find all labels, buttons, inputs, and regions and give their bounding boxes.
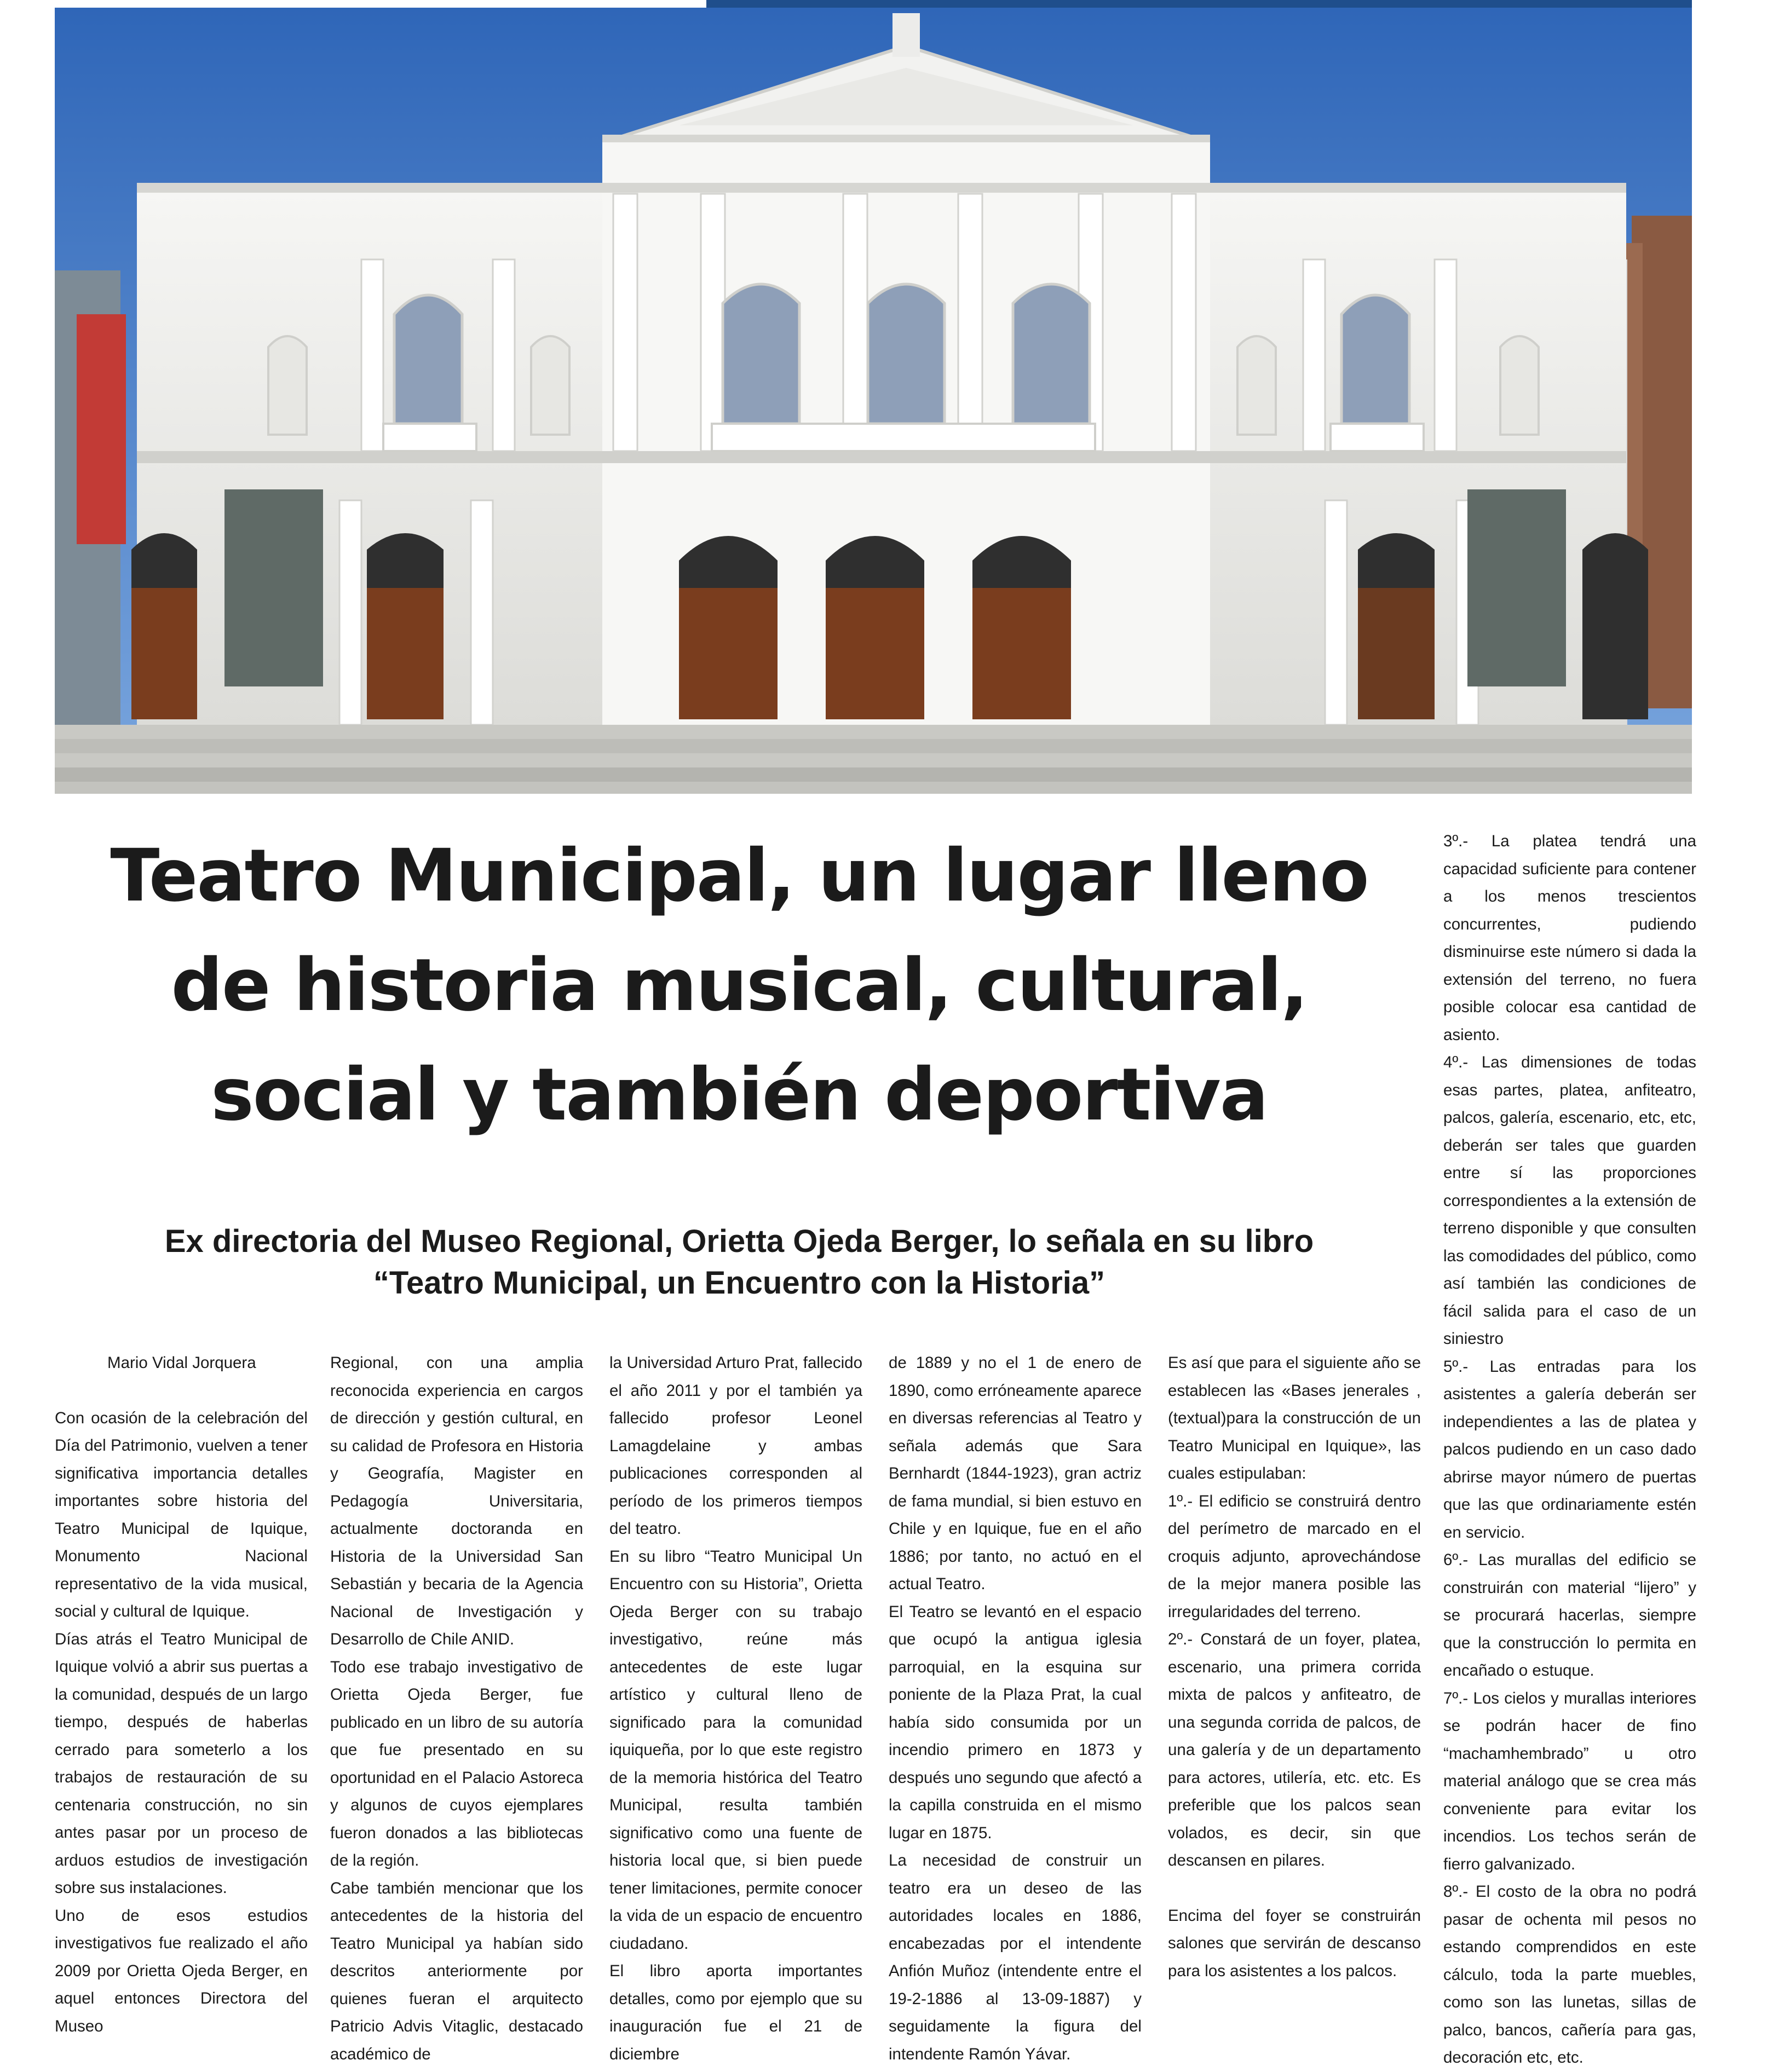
- paragraph: Regional, con una amplia reconocida experiencia en cargos de dirección y gestión cultural, en su calidad de Profesora en Historia y Geografía, Magister en Pedagogía Universitaria, actualmente doctoranda en Historia de la Universidad San Sebastián y becaria de la Agencia Nacional de Investigación y Desarrollo de Chile ANID.: [330, 1354, 583, 1648]
- paragraph: Con ocasión de la celebración del Día del Patrimonio, vuelven a tener significativa importancia detalles importantes sobre historia del Teatro Municipal de Iquique, Monumento Nacional representativo de la vida musical, social y cultural de Iquique.: [55, 1409, 308, 1620]
- paragraph: Uno de esos estudios investigativos fue realizado el año 2009 por Orietta Ojeda Berger, en aquel entonces Directora del Museo: [55, 1906, 308, 2035]
- paragraph: 8º.- El costo de la obra no podrá pasar de ochenta mil pesos no estando comprendidos en este cálculo, toda la parte muebles, como son las lunetas, sillas de palco, bancos, cañería para gas, decoración etc, etc.: [1443, 1883, 1696, 2067]
- top-accent-bar: [706, 0, 1692, 8]
- article-column-4: [889, 1349, 1142, 2068]
- paragraph: 4º.- Las dimensiones de todas esas partes, platea, anfiteatro, palcos, galería, escenario, etc, etc, deberán ser tales que guarden entre sí las proporciones correspondientes a la extensión de terreno disponible y que consulten las comodidades del público, como así también las condiciones de fácil salida para el caso de un siniestro: [1443, 1053, 1696, 1348]
- paragraph: Días atrás el Teatro Municipal de Iquique volvió a abrir sus puertas a la comunidad, después de un largo tiempo, después de haberlas cerrado para someterlo a los trabajos de restauración de su centenaria construcción, no sin antes pasar por un proceso de arduos estudios de investigación sobre sus instalaciones.: [55, 1630, 308, 1897]
- headline: [55, 821, 1424, 1150]
- headline-line: Teatro Municipal, un lugar lleno: [110, 834, 1368, 918]
- byline: Mario Vidal Jorquera: [107, 1354, 256, 1372]
- article-column-5: [1168, 1349, 1421, 1985]
- column-spacer: [1168, 1875, 1421, 1902]
- paragraph: 7º.- Los cielos y murallas interiores se podrán hacer de fino “machamhembrado” u otro material análogo que se crea más conveniente para evitar los incendios. Los techos serán de fierro galvanizado.: [1443, 1689, 1696, 1873]
- paragraph: El libro aporta importantes detalles, como por ejemplo que su inauguración fue el 21 de diciembre: [609, 1962, 862, 2063]
- headline-line: de historia musical, cultural,: [171, 943, 1308, 1028]
- paragraph: de 1889 y no el 1 de enero de 1890, como erróneamente aparece en diversas referencias al Teatro y señala además que Sara Bernhardt (1844-1923), gran actriz de fama mundial, si bien estuvo en Chile y en Iquique, fue en el año 1886; por tanto, no actuó en el actual Teatro.: [889, 1354, 1142, 1593]
- paragraph: 5º.- Las entradas para los asistentes a galería deberán ser independientes a las de platea y palcos pudiendo en un caso dado abrirse mayor número de puertas que las que ordinariamente estén en servicio.: [1443, 1357, 1696, 1542]
- paragraph: Es así que para el siguiente año se establecen las «Bases jenerales ,(textual)para la construcción de un Teatro Municipal en Iquique», las cuales estipulaban:: [1168, 1354, 1421, 1482]
- paragraph: 3º.- La platea tendrá una capacidad suficiente para contener a los menos trescientos concurrentes, pudiendo disminuirse este número si dada la extensión del terreno, no fuera posible colocar esa cantidad de asiento.: [1443, 832, 1696, 1044]
- subheadline-line: Ex directoria del Museo Regional, Orietta Ojeda Berger, lo señala en su libro: [164, 1223, 1314, 1259]
- theatre-photo: [55, 8, 1692, 794]
- paragraph: 6º.- Las murallas del edificio se construirán con material “lijero” y se procurará hacerlas, siempre que la construcción lo permita en encañado o estuque.: [1443, 1551, 1696, 1679]
- paragraph: la Universidad Arturo Prat, fallecido el año 2011 y por el también ya fallecido profesor Leonel Lamagdelaine y ambas publicaciones corresponden al período de los primeros tiempos del teatro.: [609, 1354, 862, 1538]
- article-column-2: [330, 1349, 583, 2068]
- article-column-3: [609, 1349, 862, 2068]
- paragraph: Encima del foyer se construirán salones que servirán de descanso para los asistentes a los palcos.: [1168, 1906, 1421, 1980]
- paragraph: Cabe también mencionar que los antecedentes de la historia del Teatro Municipal ya habían sido descritos anteriormente por quienes fueran el arquitecto Patricio Advis Vitaglic, destacado académico de: [330, 1879, 583, 2063]
- paragraph: En su libro “Teatro Municipal Un Encuentro con su Historia”, Orietta Ojeda Berger con su trabajo investigativo, reúne más antecedentes de este lugar artístico y cultural lleno de significado para la comunidad iquiqueña, por lo que este registro de la memoria histórica del Teatro Municipal, resulta también significativo como una fuente de historia local que, si bien puede tener limitaciones, permite conocer la vida de un espacio de encuentro ciudadano.: [609, 1547, 862, 1953]
- subheadline-line: “Teatro Municipal, un Encuentro con la Historia”: [373, 1265, 1105, 1301]
- headline-line: social y también deportiva: [211, 1053, 1268, 1137]
- paragraph: Todo ese trabajo investigativo de Orietta Ojeda Berger, fue publicado en un libro de su autoría que fue presentado en su oportunidad en el Palacio Astoreca y algunos de cuyos ejemplares fueron donados a las bibliotecas de la región.: [330, 1658, 583, 1869]
- paragraph: 2º.- Constará de un foyer, platea, escenario, una primera corrida mixta de palcos y anfiteatro, de una segunda corrida de palcos, de una galería y de un departamento para actores, utilería, etc. etc. Es preferible que los palcos sean volados, es decir, sin que descansen en pilares.: [1168, 1630, 1421, 1869]
- article-column-6: [1443, 828, 1696, 2072]
- paragraph: La necesidad de construir un teatro era un deseo de las autoridades locales en 1886, encabezadas por el intendente Anfión Muñoz (intendente entre el 19-2-1886 al 13-09-1887) y seguidamente la figura del intendente Ramón Yávar.: [889, 1851, 1142, 2063]
- paragraph: 1º.- El edificio se construirá dentro del perímetro de marcado en el croquis adjunto, aprovechándose de la mejor manera posible las irregularidades del terreno.: [1168, 1492, 1421, 1621]
- paragraph: El Teatro se levantó en el espacio que ocupó la antigua iglesia parroquial, en la esquina sur poniente de la Plaza Prat, la cual había sido consumida por un incendio primero en 1873 y después uno segundo que afectó a la capilla construida en el mismo lugar en 1875.: [889, 1602, 1142, 1842]
- subheadline: [55, 1221, 1424, 1304]
- article-column-1: [55, 1349, 308, 2040]
